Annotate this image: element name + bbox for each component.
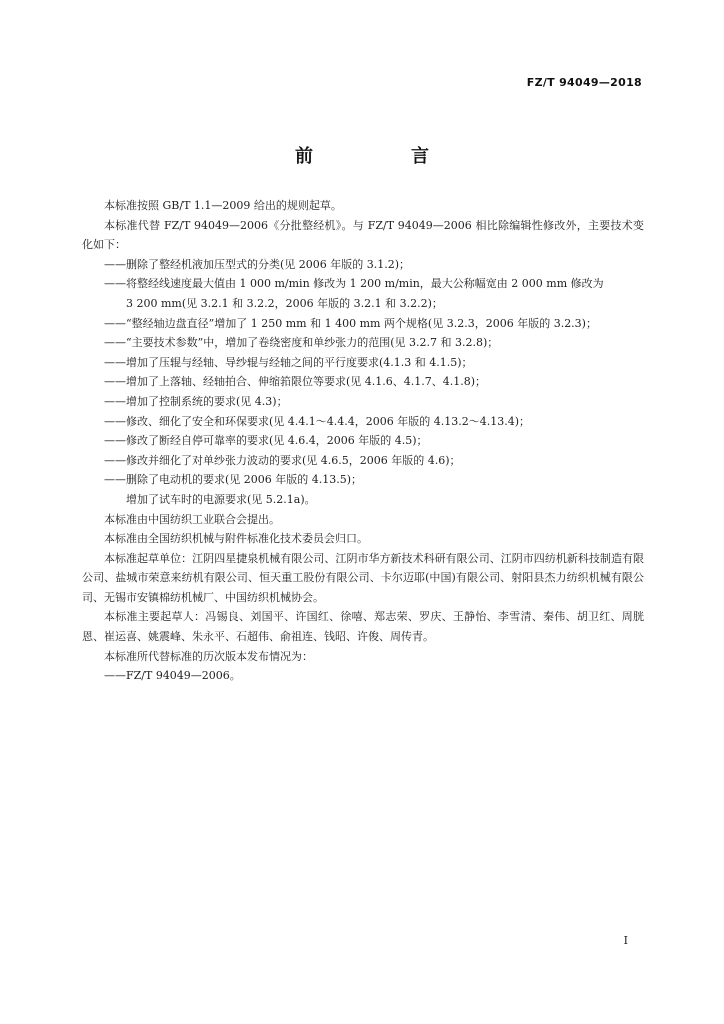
document-body: [82, 196, 644, 686]
change-item: ——修改、细化了安全和环保要求(见 4.4.1～4.4.4，2006 年版的 4.13.2～4.13.4)；: [104, 414, 531, 428]
paragraph-drafting-rules: 本标准按照 GB/T 1.1—2009 给出的规则起草。: [104, 199, 342, 212]
page-number: I: [623, 934, 628, 947]
paragraph-history-intro: 本标准所代替标准的历次版本发布情况为：: [104, 649, 313, 663]
change-item: ——增加了上落轴、经轴拍合、伸缩筘限位等要求(见 4.1.6、4.1.7、4.1.8)；: [104, 375, 487, 389]
history-item: ——FZ/T 94049—2006。: [104, 669, 241, 683]
change-item-continuation: 3 200 mm(见 3.2.1 和 3.2.2，2006 年版的 3.2.1 和 3.2.2)；: [126, 296, 443, 310]
change-item: ——删除了电动机的要求(见 2006 年版的 4.13.5)；: [104, 473, 363, 487]
change-item: ——删除了整经机液加压型式的分类(见 2006 年版的 3.1.2)；: [104, 257, 411, 271]
change-item: ——“整经轴边盘直径”增加了 1 250 mm 和 1 400 mm 两个规格(见 3.2.3，2006 年版的 3.2.3)；: [104, 316, 597, 330]
change-item: 增加了试车时的电源要求(见 5.2.1a)。: [126, 492, 316, 506]
change-item: ——“主要技术参数”中，增加了卷绕密度和单纱张力的范围(见 3.2.7 和 3.2.8)；: [104, 336, 499, 350]
paragraph-replacement: 本标准代替 FZ/T 94049—2006《分批整经机》。与 FZ/T 94049—2006 相比除编辑性修改外，主要技术变化如下：: [82, 218, 644, 252]
paragraph-drafting-units: 本标准起草单位：江阴四星捷泉机械有限公司、江阴市华方新技术科研有限公司、江阴市四纺机新科技制造有限公司、盐城市荣意来纺机有限公司、恒天重工股份有限公司、卡尔迈耶(中国)有限公司、射阳县杰力纺织机械有限公司、无锡市安镇棉纺机械厂、中国纺织机械协会。: [82, 551, 644, 604]
paragraph-drafters: 本标准主要起草人：冯锡良、刘国平、许国红、徐嘻、郑志荣、罗庆、王静怡、李雪清、秦伟、胡卫红、周胱恩、崔运喜、姚震峰、朱永平、石超伟、俞祖连、钱昭、许俊、周传青。: [82, 610, 644, 644]
change-item: ——修改并细化了对单纱张力波动的要求(见 4.6.5，2006 年版的 4.6)；: [104, 453, 461, 467]
change-item: ——增加了压辊与经轴、导纱辊与经轴之间的平行度要求(4.1.3 和 4.1.5)；: [104, 355, 473, 369]
paragraph-administrator: 本标准由全国纺织机械与附件标准化技术委员会归口。: [104, 532, 368, 546]
change-item: ——修改了断经自停可靠率的要求(见 4.6.4，2006 年版的 4.5)；: [104, 434, 428, 448]
page-title: 前 言: [295, 146, 469, 167]
paragraph-proposer: 本标准由中国纺织工业联合会提出。: [104, 512, 280, 526]
standard-code: FZ/T 94049—2018: [526, 76, 642, 89]
change-item: ——增加了控制系统的要求(见 4.3)；: [104, 394, 288, 408]
change-item: ——将整经线速度最大值由 1 000 m/min 修改为 1 200 m/min，最大公称幅宽由 2 000 mm 修改为: [104, 277, 604, 291]
